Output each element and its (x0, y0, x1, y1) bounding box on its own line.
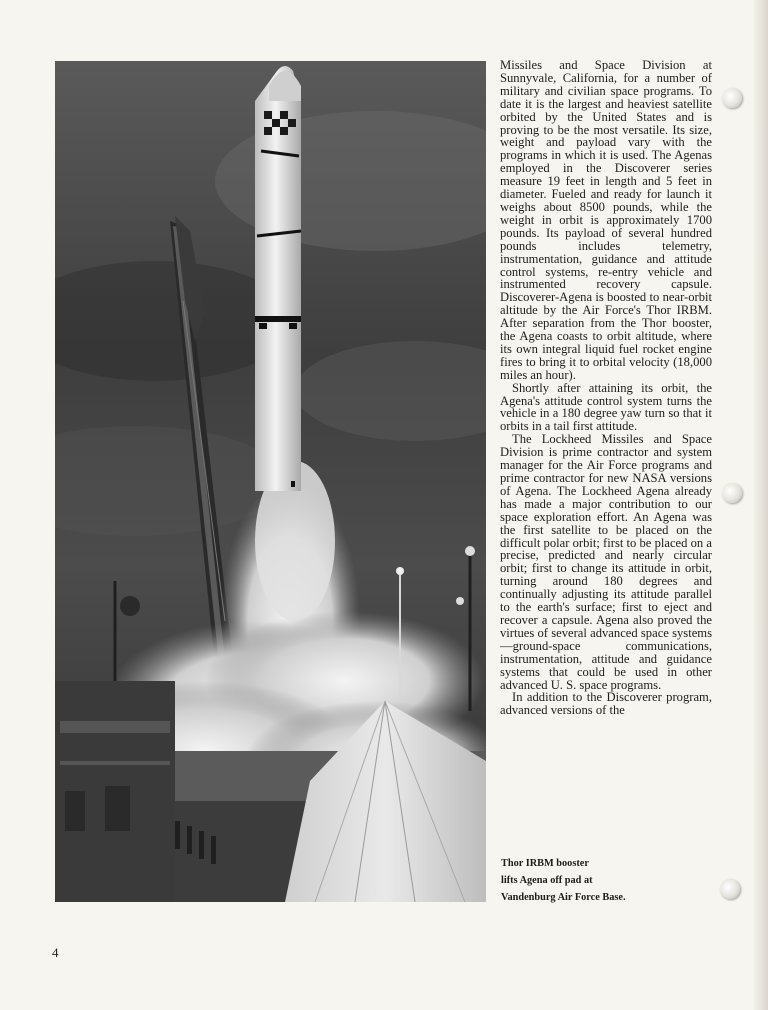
photo-caption (501, 855, 701, 906)
article-paragraph: The Lockheed Missiles and Space Division is prime contractor and system manager for the Air Force programs and prime contractor for new NASA versions of Agena. The Lockheed Agena already has made a major contribution to our space exploration effort. An Agena was the first satellite to be placed on the difficult polar orbit; first to be placed on a precise, predicted and nearly circular orbit; first to change its attitude in orbit, turning around 180 degrees and continually adjusting its attitude parallel to the earth's surface; first to eject and recover a capsule. Agena also proved the virtues of several advanced space systems—ground-space communications, instrumentation, attitude and guidance systems that could be used in other advanced U. S. space programs. (500, 432, 712, 692)
thor-agena-rocket (255, 66, 301, 491)
binder-ring-icon (720, 879, 740, 899)
binder-ring-icon (722, 88, 742, 108)
blockhouse (55, 681, 175, 902)
caption-line: Thor IRBM booster (501, 858, 589, 869)
article-paragraph: Missiles and Space Division at Sunnyvale, California, for a number of military and civilian space programs. To date it is the largest and heaviest satellite orbited by the United States and is proving to be the most versatile. Its size, weight and payload vary with the programs in which it is used. The Agenas employed in the Discoverer series measure 19 feet in length and 5 feet in diameter. Fueled and ready for launch it weighs about 8500 pounds, while the weight in orbit is approximately 1700 pounds. Its payload of several hundred pounds includes telemetry, instrumentation, guidance and attitude control systems, re-entry vehicle and instrumented recovery capsule. Discoverer-Agena is boosted to near-orbit altitude by the Air Force's Thor IRBM. After separation from the Thor booster, the Agena coasts to orbit altitude, where its own integral liquid fuel rocket engine fires to bring it to orbital velocity (18,000 miles an hour). (500, 58, 712, 382)
caption-line: Vandenburg Air Force Base. (501, 892, 626, 903)
caption-line: lifts Agena off pad at (501, 875, 593, 886)
binder-ring-icon (722, 483, 742, 503)
article-paragraph: In addition to the Discoverer program, advanced versions of the (500, 690, 712, 718)
article-body (500, 59, 712, 717)
article-paragraph: Shortly after attaining its orbit, the Agena's attitude control system turns the vehicle in a 180 degree yaw turn so that it orbits in a tail first attitude. (500, 380, 712, 434)
page-edge-shadow (754, 0, 768, 1010)
launch-photo (55, 61, 486, 902)
page-number: 4 (52, 945, 59, 960)
